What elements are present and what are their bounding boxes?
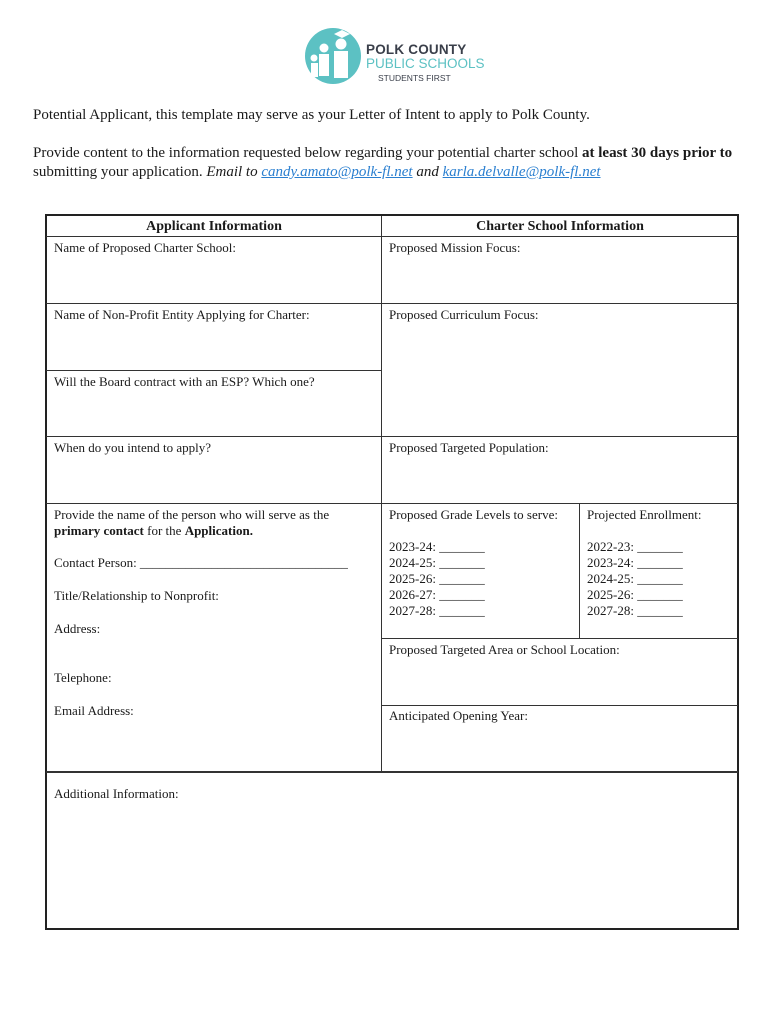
email-address-field[interactable]: Email Address: (54, 703, 134, 718)
grade-year-5[interactable]: 2027-28: _______ (389, 603, 485, 618)
contact-intro-line-2 (54, 523, 253, 539)
contact-person-field[interactable]: Contact Person: ________________________________ (54, 555, 348, 570)
grade-levels-field[interactable]: Proposed Grade Levels to serve: (389, 507, 558, 522)
telephone-field[interactable]: Telephone: (54, 670, 112, 685)
header-rule (46, 236, 738, 237)
polk-logo (304, 26, 485, 88)
logo-line-2: PUBLIC SCHOOLS (366, 56, 485, 71)
row-rule-7 (46, 771, 738, 773)
grade-year-3[interactable]: 2025-26: _______ (389, 571, 485, 586)
email-prefix: Email to (206, 164, 262, 180)
esp-field[interactable]: Will the Board contract with an ESP? Which one? (54, 374, 315, 389)
grade-year-2[interactable]: 2024-25: _______ (389, 555, 485, 570)
applicant-info-header: Applicant Information (146, 219, 282, 234)
enroll-year-2[interactable]: 2023-24: _______ (587, 555, 683, 570)
mission-focus-field[interactable]: Proposed Mission Focus: (389, 240, 521, 255)
email-link-candy[interactable]: candy.amato@polk-fl.net (261, 164, 413, 180)
nonprofit-field[interactable]: Name of Non-Profit Entity Applying for Charter: (54, 307, 310, 322)
title-relationship-field[interactable]: Title/Relationship to Nonprofit: (54, 588, 219, 603)
enroll-year-1[interactable]: 2022-23: _______ (587, 539, 683, 554)
students-logo-icon (304, 26, 362, 86)
additional-info-field[interactable]: Additional Information: (54, 786, 179, 801)
logo-line-3: STUDENTS FIRST (378, 73, 451, 83)
charter-info-header: Charter School Information (476, 219, 644, 234)
address-field[interactable]: Address: (54, 621, 101, 636)
row-rule-6-right (382, 705, 738, 706)
email-link-karla[interactable]: karla.delvalle@polk-fl.net (442, 164, 601, 180)
targeted-population-field[interactable]: Proposed Targeted Population: (389, 440, 549, 455)
school-name-field[interactable]: Name of Proposed Charter School: (54, 240, 236, 255)
row-rule-4 (46, 503, 738, 504)
targeted-area-field[interactable]: Proposed Targeted Area or School Location: (389, 642, 620, 657)
instructions-paragraph (33, 144, 733, 182)
grade-year-4[interactable]: 2026-27: _______ (389, 587, 485, 602)
for-the-text: for the (143, 523, 185, 538)
column-divider (381, 216, 382, 772)
curriculum-focus-field[interactable]: Proposed Curriculum Focus: (389, 307, 539, 322)
grade-enroll-divider (579, 503, 580, 638)
application-bold: Application. (184, 523, 253, 538)
grade-year-1[interactable]: 2023-24: _______ (389, 539, 485, 554)
row-rule-3 (46, 436, 738, 437)
intro-text: Potential Applicant, this template may serve as your Letter of Intent to apply to Polk County. (33, 107, 590, 123)
enroll-year-5[interactable]: 2027-28: _______ (587, 603, 683, 618)
deadline-bold: at least 30 days prior to (582, 145, 733, 161)
contact-intro-line-1: Provide the name of the person who will serve as the (54, 507, 330, 522)
row-rule-5-right (382, 638, 738, 639)
primary-contact-bold: primary contact (54, 523, 144, 538)
instructions-text-1: Provide content to the information requested below regarding your potential charter school (33, 145, 583, 161)
email-and: and (412, 164, 443, 180)
intend-apply-field[interactable]: When do you intend to apply? (54, 440, 212, 455)
row-rule-1 (46, 303, 738, 304)
opening-year-field[interactable]: Anticipated Opening Year: (389, 708, 529, 723)
instructions-text-2: submitting your application. (33, 164, 207, 180)
enroll-year-3[interactable]: 2024-25: _______ (587, 571, 683, 586)
projected-enrollment-field[interactable]: Projected Enrollment: (587, 507, 702, 522)
row-rule-2-left (46, 370, 382, 371)
enroll-year-4[interactable]: 2025-26: _______ (587, 587, 683, 602)
logo-line-1: POLK COUNTY (366, 42, 467, 57)
